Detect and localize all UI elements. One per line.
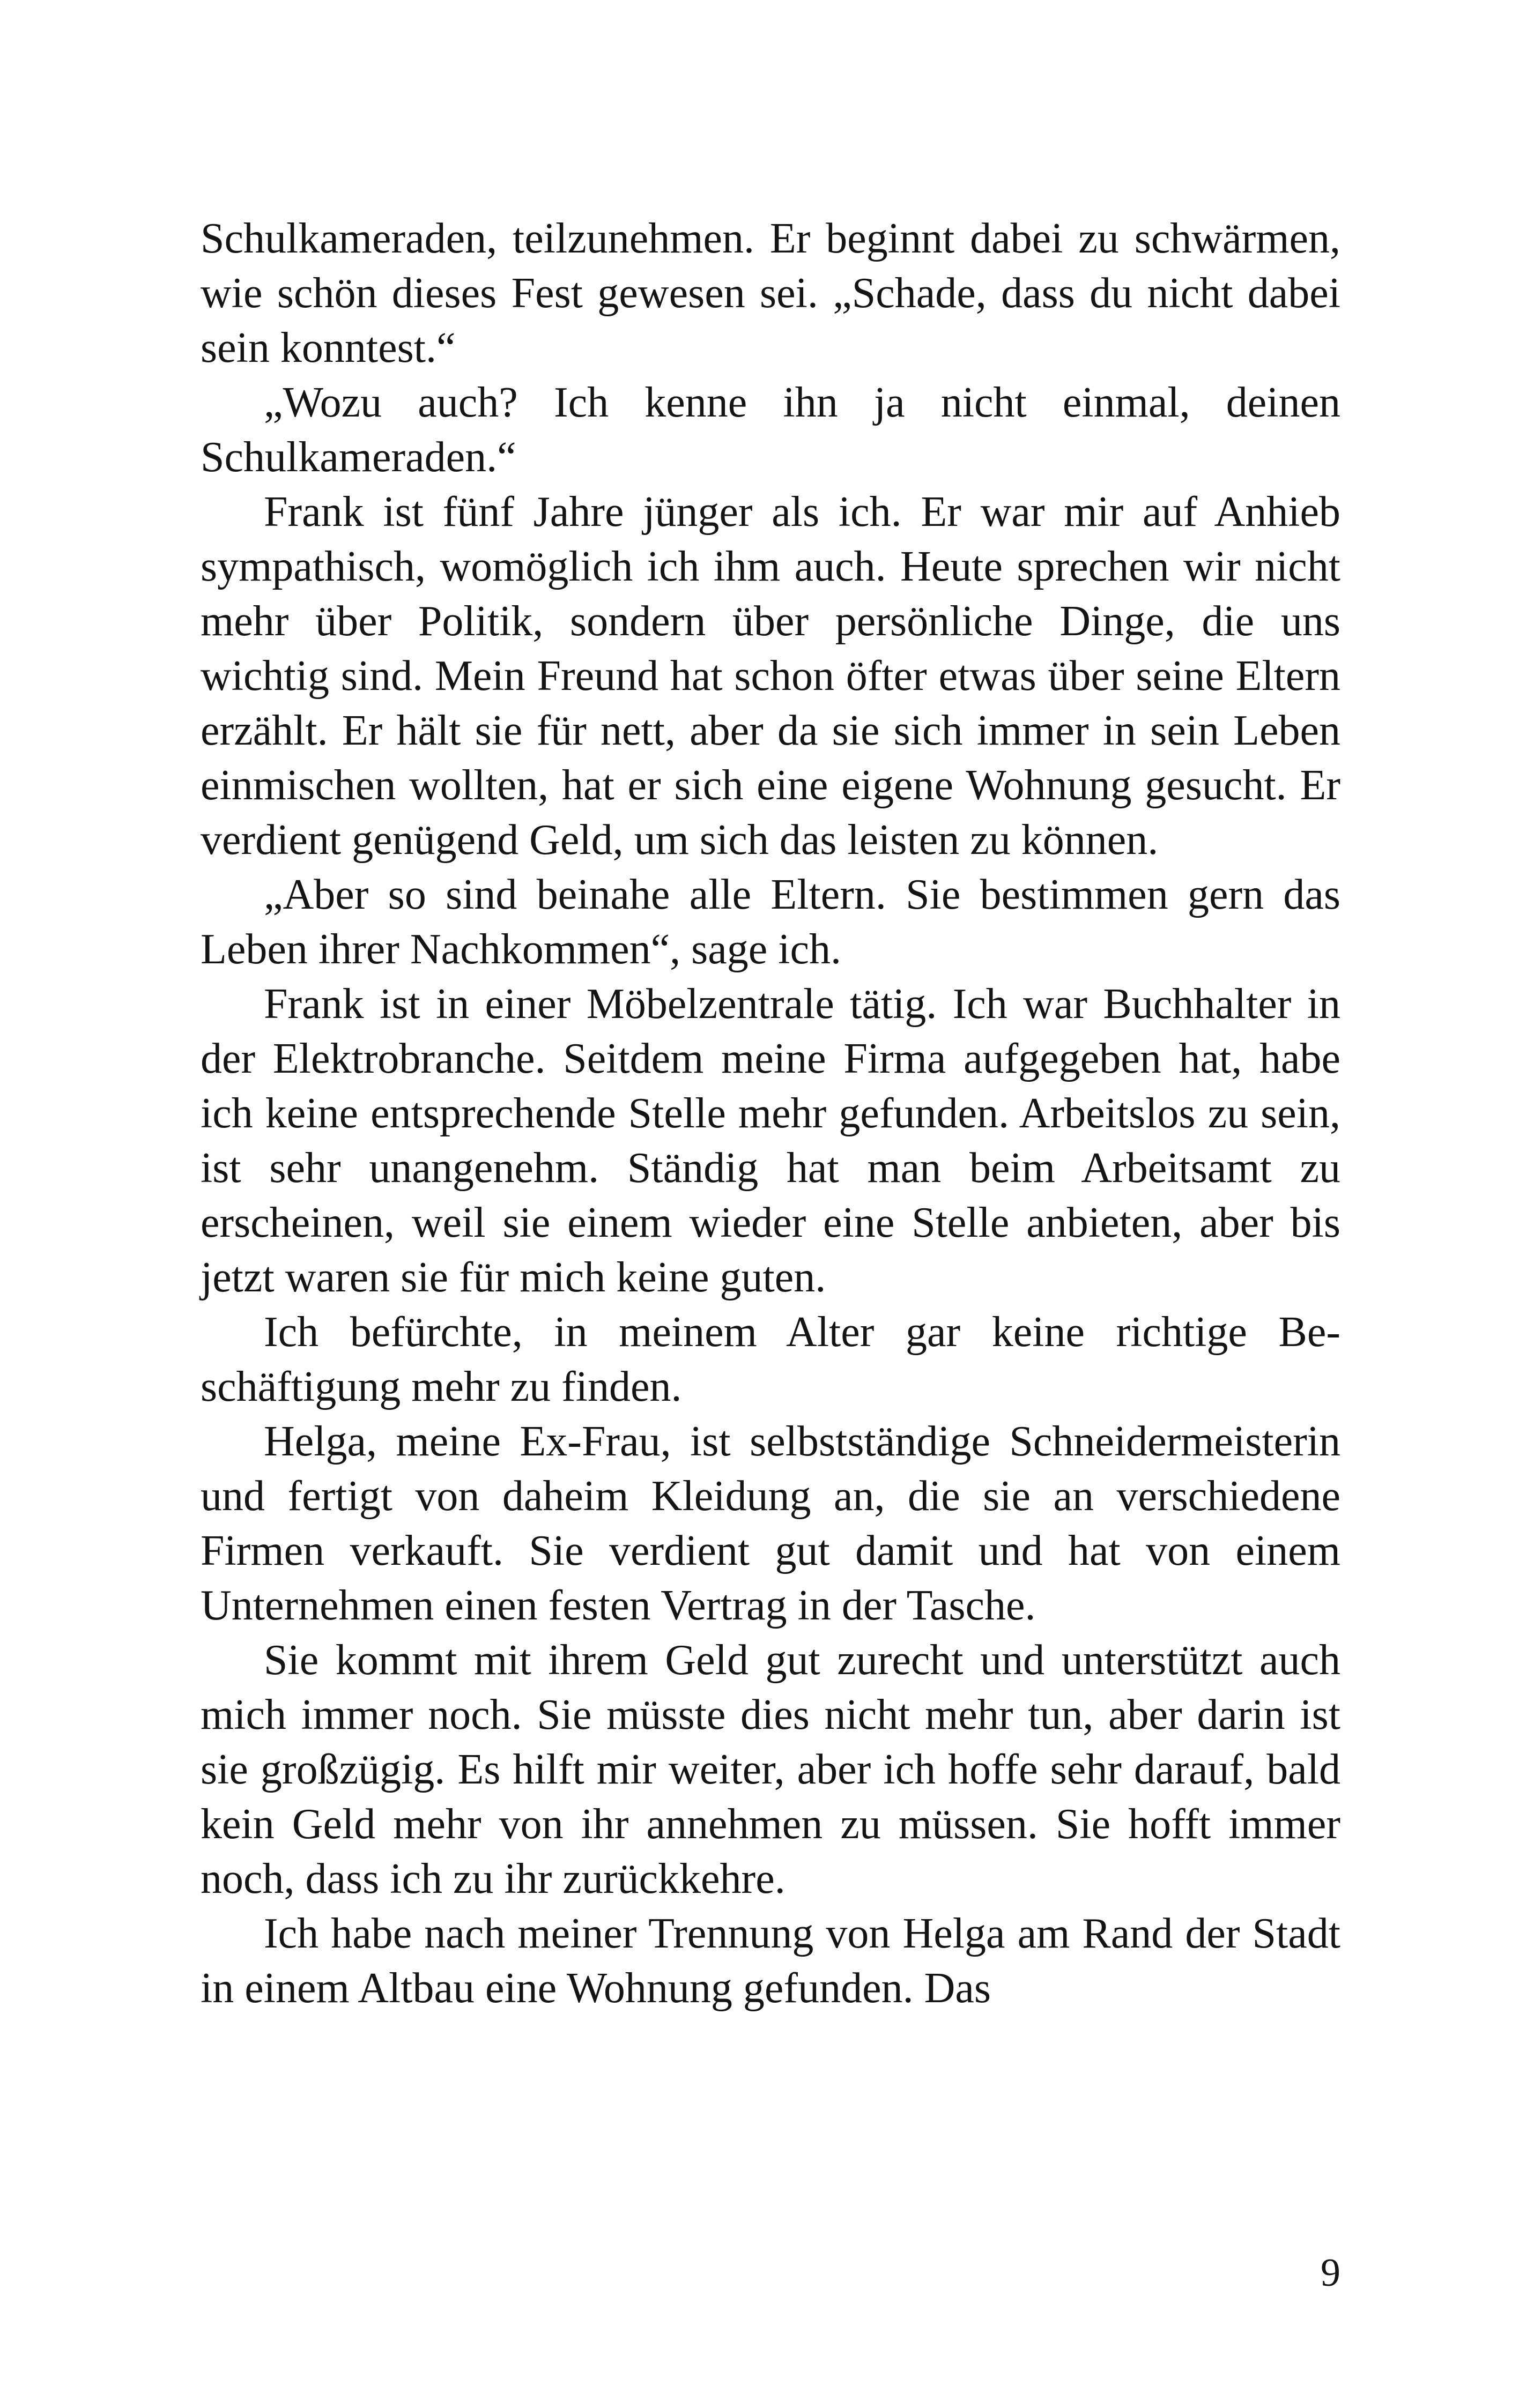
paragraph-fear: Ich befürchte, in meinem Alter gar keine richtige Beschäftigung mehr zu finden. <box>201 1309 1340 1410</box>
paragraph-dialogue-wozu: „Wozu auch? Ich kenne ihn ja nicht einmal, deinen Schulkameraden.“ <box>201 379 1340 481</box>
paragraph-support: Sie kommt mit ihrem Geld gut zurecht und unterstützt auch mich immer noch. Sie müsste dies nicht mehr tun, aber darin ist sie großzügig. Es hilft mir weiter, aber ich hoffe sehr darauf, bald kein Geld mehr von ihr annehmen zu müssen. Sie hofft immer noch, dass ich zu ihr zurückkehre. <box>201 1637 1340 1902</box>
page-number: 9 <box>1321 2251 1340 2295</box>
paragraph-helga: Helga, meine Ex-Frau, ist selbstständige Schneidermeisterin und fertigt von daheim Kleidung an, die sie an verschiedene Firmen verkauft. Sie verdient gut damit und hat von einem Unternehmen einen festen Vertrag in der Tasche. <box>201 1418 1340 1629</box>
body-text <box>201 211 1340 2016</box>
paragraph-job: Frank ist in einer Möbelzentrale tätig. Ich war Buchhalter in der Elektrobranche. Seitdem meine Firma aufgegeben hat, habe ich keine entsprechende Stelle mehr gefunden. Arbeitslos zu sein, ist sehr unangenehm. Ständig hat man beim Arbeitsamt zu erscheinen, weil sie einem wieder eine Stelle anbieten, aber bis jetzt waren sie für mich keine guten. <box>201 980 1340 1301</box>
paragraph-dialogue-eltern: „Aber so sind beinahe alle Eltern. Sie bestimmen gern das Leben ihrer Nachkommen“, sage ich. <box>201 871 1340 973</box>
paragraph-continued: Schulkameraden, teilzunehmen. Er beginnt dabei zu schwärmen, wie schön dieses Fest gewesen sei. „Schade, dass du nicht dabei sein konntest.“ <box>201 215 1340 371</box>
paragraph-apartment: Ich habe nach meiner Trennung von Helga am Rand der Stadt in einem Altbau eine Wohnung gefunden. Das <box>201 1910 1340 2012</box>
paragraph-frank-intro: Frank ist fünf Jahre jünger als ich. Er war mir auf Anhieb sympathisch, womöglich ich ihm auch. Heute sprechen wir nicht mehr über Politik, sondern über persönliche Dinge, die uns wichtig sind. Mein Freund hat schon öfter etwas über seine Eltern erzählt. Er hält sie für nett, aber da sie sich immer in sein Leben einmischen wollten, hat er sich eine eigene Wohnung gesucht. Er verdient genügend Geld, um sich das leisten zu können. <box>201 488 1340 864</box>
